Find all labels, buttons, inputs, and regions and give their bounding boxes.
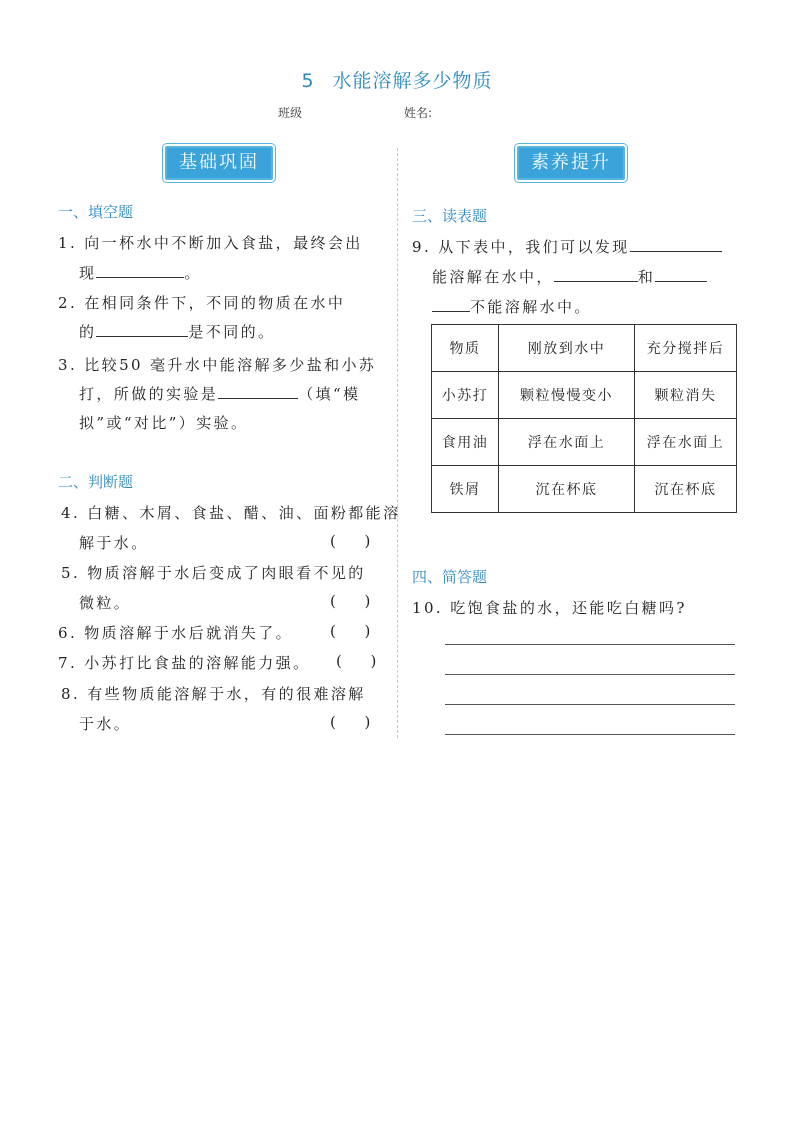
q2-line1: 2. 在相同条件下，不同的物质在水中 [58, 294, 346, 312]
table-header-row [432, 325, 737, 372]
q9-answer-blank-2[interactable] [554, 267, 638, 282]
q10-line1: 10. 吃饱食盐的水，还能吃白糖吗? [412, 599, 687, 617]
q8-line1: 8. 有些物质能溶解于水，有的很难溶解 [61, 685, 366, 703]
page-title [0, 66, 794, 93]
table-header-cell: 充分搅拌后 [635, 325, 737, 372]
answer-line-1[interactable] [445, 644, 735, 645]
table-cell: 食用油 [432, 419, 499, 466]
q4-line2: 解于水。 [79, 534, 149, 552]
q4-answer-paren[interactable]: ( ) [330, 532, 371, 550]
table-cell: 沉在杯底 [635, 466, 737, 513]
q3-answer-blank[interactable] [218, 384, 298, 399]
q7-answer-paren[interactable]: ( ) [336, 652, 377, 670]
q1-answer-blank[interactable] [96, 263, 184, 278]
lesson-number: 5 [301, 70, 315, 92]
column-divider [397, 148, 398, 738]
table-cell: 颗粒慢慢变小 [499, 372, 635, 419]
banner-basic: 基础巩固 [165, 146, 273, 180]
q8-line2: 于水。 [79, 715, 132, 733]
q5-line2: 微粒。 [79, 594, 132, 612]
q9-line2: 能溶解在水中， 和 [432, 266, 707, 287]
table-row [432, 419, 737, 466]
substance-table [431, 324, 737, 513]
q9-line3: 不能溶解水中。 [432, 296, 592, 317]
table-header-cell: 物质 [432, 325, 499, 372]
table-cell: 颗粒消失 [635, 372, 737, 419]
q8-answer-paren[interactable]: ( ) [330, 713, 371, 731]
class-label: 班级 [278, 106, 303, 120]
answer-line-4[interactable] [445, 734, 735, 735]
table-header-cell: 刚放到水中 [499, 325, 635, 372]
table-row [432, 466, 737, 513]
q5-line1: 5. 物质溶解于水后变成了肉眼看不见的 [61, 564, 366, 582]
q9-answer-blank-4[interactable] [432, 297, 470, 312]
table-cell: 小苏打 [432, 372, 499, 419]
table-row [432, 372, 737, 419]
section-fill-blank: 一、填空题 [58, 203, 134, 221]
section-short-answer: 四、简答题 [412, 568, 488, 586]
answer-line-2[interactable] [445, 674, 735, 675]
q7-line1: 7. 小苏打比食盐的溶解能力强。 [58, 654, 311, 672]
section-read-table: 三、读表题 [412, 207, 488, 225]
table-cell: 沉在杯底 [499, 466, 635, 513]
section-judge: 二、判断题 [58, 473, 134, 491]
q1-line2: 现 。 [79, 264, 202, 282]
table-cell: 铁屑 [432, 466, 499, 513]
q9-line1: 9. 从下表中，我们可以发现 [412, 236, 722, 257]
table-cell: 浮在水面上 [499, 419, 635, 466]
q5-answer-paren[interactable]: ( ) [330, 592, 371, 610]
lesson-title: 水能溶解多少物质 [332, 70, 493, 92]
q2-line2: 的 是不同的。 [79, 323, 276, 341]
q2-answer-blank[interactable] [96, 322, 188, 337]
q3-line2: 打，所做的实验是 （填“模 [79, 385, 361, 403]
q3-line1: 3. 比较50 毫升水中能溶解多少盐和小苏 [58, 356, 377, 374]
answer-line-3[interactable] [445, 704, 735, 705]
q6-answer-paren[interactable]: ( ) [330, 622, 371, 640]
q9-answer-blank-1[interactable] [630, 237, 722, 252]
q3-line3: 拟”或“对比”）实验。 [79, 414, 249, 432]
table-cell: 浮在水面上 [635, 419, 737, 466]
q4-line1: 4. 白糖、木屑、食盐、醋、油、面粉都能溶 [61, 504, 401, 522]
q1-line1: 1. 向一杯水中不断加入食盐，最终会出 [58, 234, 363, 252]
name-label: 姓名: [404, 106, 433, 120]
q9-answer-blank-3[interactable] [655, 267, 707, 282]
q6-line1: 6. 物质溶解于水后就消失了。 [58, 624, 294, 642]
banner-advanced: 素养提升 [517, 146, 625, 180]
